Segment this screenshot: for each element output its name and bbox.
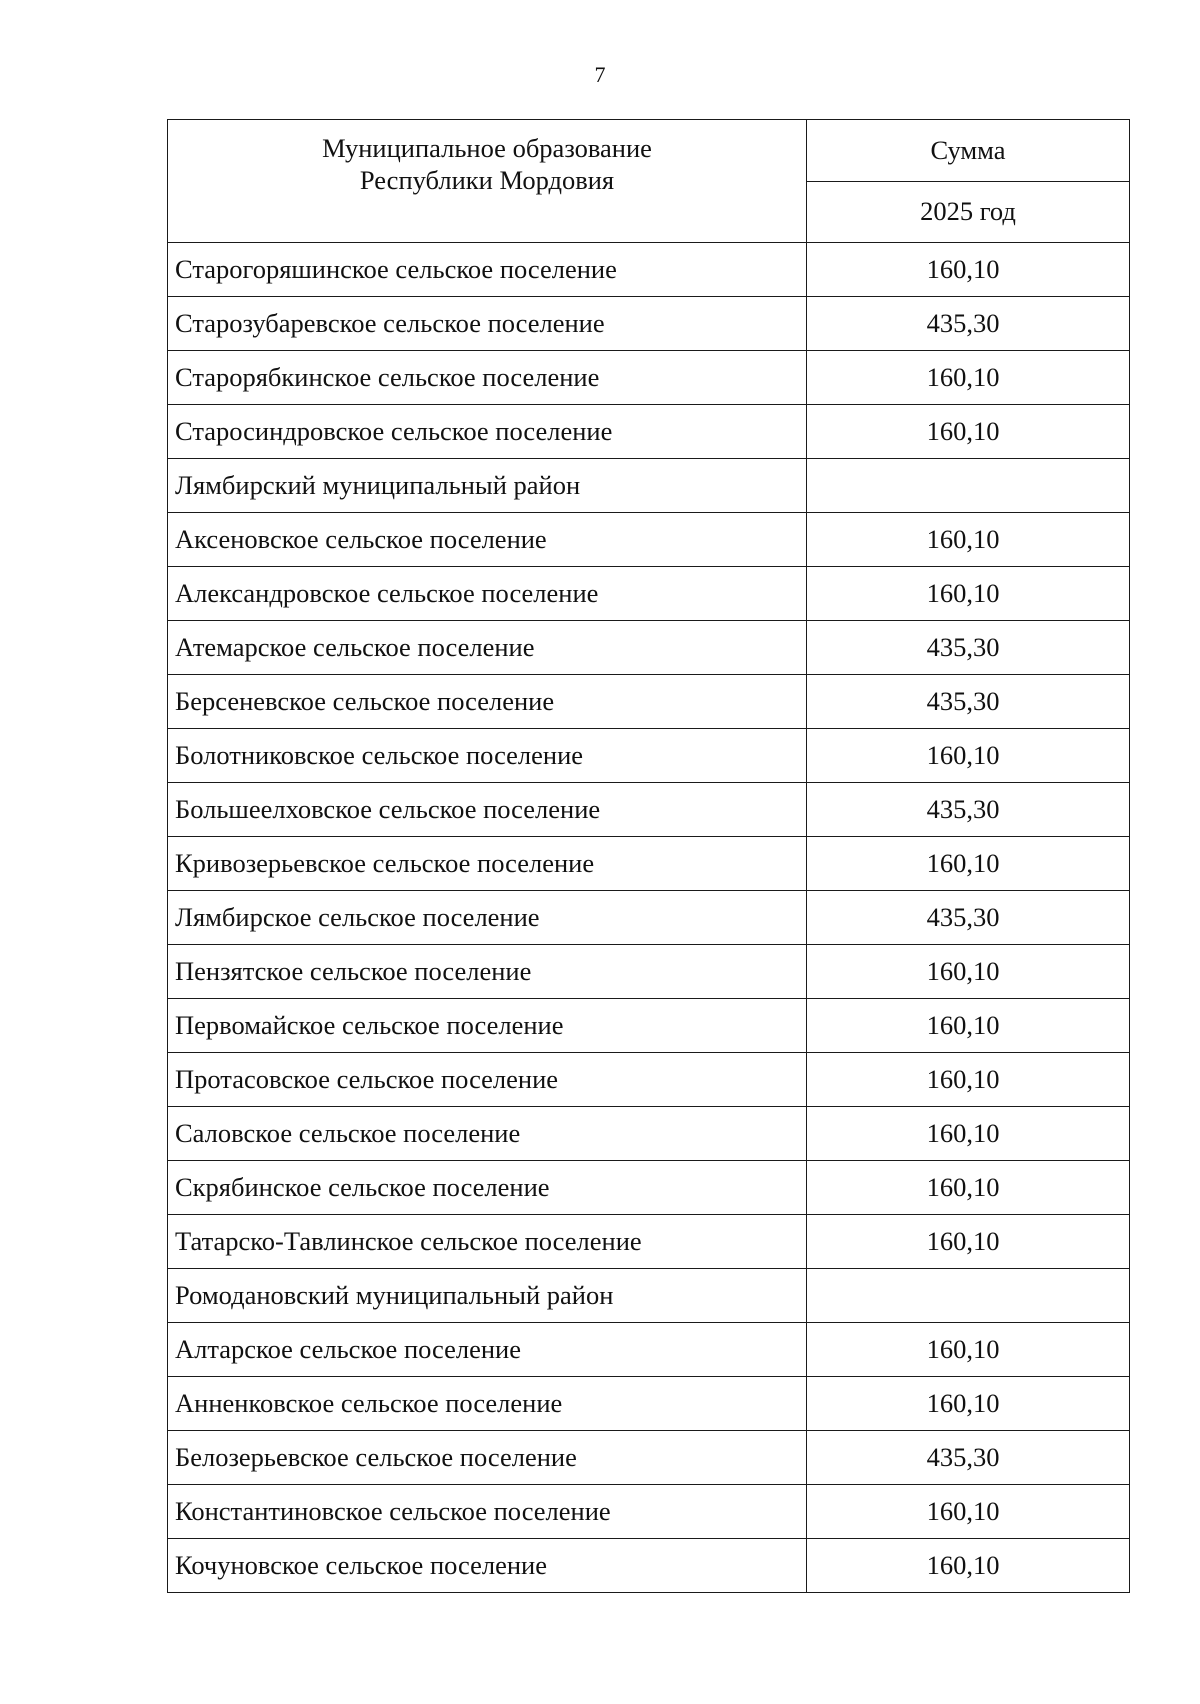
amount-cell: 160,10 <box>807 513 1130 567</box>
table-row <box>168 1431 1130 1485</box>
amount-cell: 160,10 <box>807 837 1130 891</box>
table-row <box>168 567 1130 621</box>
amount-cell: 160,10 <box>807 351 1130 405</box>
table-row <box>168 297 1130 351</box>
table-row <box>168 513 1130 567</box>
municipality-name-cell: Саловское сельское поселение <box>168 1107 807 1161</box>
municipality-name-cell: Первомайское сельское поселение <box>168 999 807 1053</box>
table-row <box>168 675 1130 729</box>
amount-cell: 160,10 <box>807 405 1130 459</box>
table-row <box>168 999 1130 1053</box>
municipality-name-cell: Кривозерьевское сельское поселение <box>168 837 807 891</box>
amount-cell: 435,30 <box>807 891 1130 945</box>
municipality-name-cell: Аксеновское сельское поселение <box>168 513 807 567</box>
table-row <box>168 1215 1130 1269</box>
municipality-name-cell: Большеелховское сельское поселение <box>168 783 807 837</box>
amount-cell: 160,10 <box>807 567 1130 621</box>
table-row <box>168 1539 1130 1593</box>
table-row <box>168 1323 1130 1377</box>
amount-cell: 160,10 <box>807 1539 1130 1593</box>
municipality-name-cell: Пензятское сельское поселение <box>168 945 807 999</box>
amount-cell <box>807 459 1130 513</box>
amount-cell: 435,30 <box>807 297 1130 351</box>
header-sum: Сумма <box>807 120 1130 182</box>
allocation-table <box>167 119 1130 1593</box>
municipality-name-cell: Алтарское сельское поселение <box>168 1323 807 1377</box>
amount-cell: 160,10 <box>807 945 1130 999</box>
table-header-row <box>168 120 1130 182</box>
table-row <box>168 783 1130 837</box>
amount-cell: 435,30 <box>807 783 1130 837</box>
municipality-name-cell: Старогоряшинское сельское поселение <box>168 243 807 297</box>
amount-cell: 160,10 <box>807 1053 1130 1107</box>
table-row <box>168 243 1130 297</box>
table-row <box>168 945 1130 999</box>
table-row <box>168 405 1130 459</box>
header-year: 2025 год <box>807 181 1130 243</box>
amount-cell: 435,30 <box>807 1431 1130 1485</box>
municipality-name-cell: Белозерьевское сельское поселение <box>168 1431 807 1485</box>
municipality-name-cell: Старосиндровское сельское поселение <box>168 405 807 459</box>
page-number: 7 <box>594 62 606 87</box>
municipality-name-cell: Константиновское сельское поселение <box>168 1485 807 1539</box>
table-row <box>168 837 1130 891</box>
amount-cell: 160,10 <box>807 1323 1130 1377</box>
table-row <box>168 1485 1130 1539</box>
amount-cell: 435,30 <box>807 621 1130 675</box>
municipality-name-cell: Скрябинское сельское поселение <box>168 1161 807 1215</box>
amount-cell: 160,10 <box>807 1215 1130 1269</box>
amount-cell: 435,30 <box>807 675 1130 729</box>
amount-cell: 160,10 <box>807 243 1130 297</box>
table-row <box>168 1107 1130 1161</box>
municipality-name-cell: Атемарское сельское поселение <box>168 621 807 675</box>
table-row <box>168 459 1130 513</box>
municipality-name-cell: Берсеневское сельское поселение <box>168 675 807 729</box>
amount-cell: 160,10 <box>807 1161 1130 1215</box>
table-row <box>168 351 1130 405</box>
amount-cell <box>807 1269 1130 1323</box>
header-municipality-line2: Республики Мордовия <box>359 165 615 195</box>
amount-cell: 160,10 <box>807 999 1130 1053</box>
municipality-name-cell: Протасовское сельское поселение <box>168 1053 807 1107</box>
municipality-name-cell: Болотниковское сельское поселение <box>168 729 807 783</box>
municipality-name-cell: Старорябкинское сельское поселение <box>168 351 807 405</box>
table-row <box>168 1053 1130 1107</box>
municipality-name-cell: Александровское сельское поселение <box>168 567 807 621</box>
amount-cell: 160,10 <box>807 1107 1130 1161</box>
municipality-name-cell: Старозубаревское сельское поселение <box>168 297 807 351</box>
header-municipality-line1: Муниципальное образование <box>322 133 652 163</box>
table-row <box>168 1269 1130 1323</box>
table-row <box>168 729 1130 783</box>
municipality-name-cell: Анненковское сельское поселение <box>168 1377 807 1431</box>
municipality-name-cell: Татарско-Тавлинское сельское поселение <box>168 1215 807 1269</box>
amount-cell: 160,10 <box>807 1485 1130 1539</box>
amount-cell: 160,10 <box>807 1377 1130 1431</box>
municipality-name-cell: Лямбирское сельское поселение <box>168 891 807 945</box>
table-row <box>168 891 1130 945</box>
table-row <box>168 621 1130 675</box>
municipality-name-cell: Ромодановский муниципальный район <box>168 1269 807 1323</box>
municipality-name-cell: Лямбирский муниципальный район <box>168 459 807 513</box>
header-municipality <box>168 120 807 243</box>
amount-cell: 160,10 <box>807 729 1130 783</box>
table-row <box>168 1377 1130 1431</box>
municipality-name-cell: Кочуновское сельское поселение <box>168 1539 807 1593</box>
table-row <box>168 1161 1130 1215</box>
